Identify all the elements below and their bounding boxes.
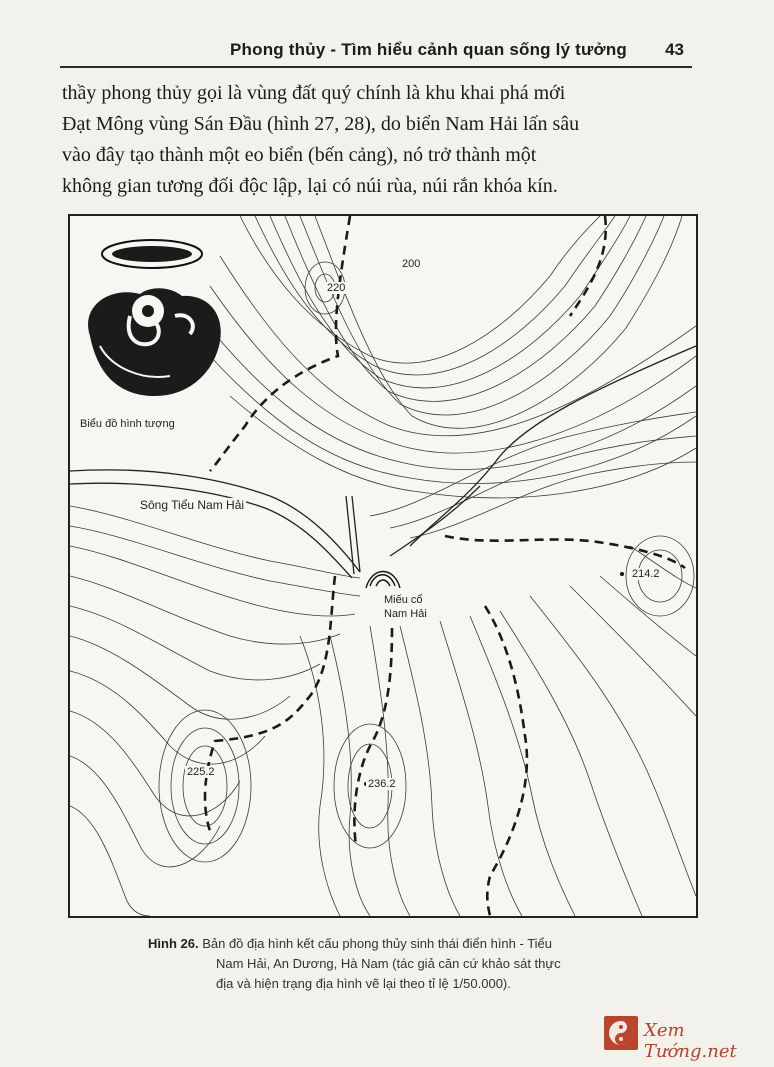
map-drawing [70, 216, 696, 916]
figure-symbol-icon [88, 240, 221, 396]
watermark [604, 1016, 764, 1062]
watermark-text: Xem Tướng.net [644, 1020, 737, 1062]
river-label: Sông Tiểu Nam Hải [140, 498, 245, 512]
caption-line-3: địa và hiện trạng địa hình vẽ lại theo tỉ lệ 1/50.000). [216, 976, 511, 991]
running-header [60, 36, 692, 68]
caption-line-1: Bản đồ địa hình kết cấu phong thủy sinh thái điển hình - Tiểu [202, 936, 553, 951]
body-line: không gian tương đối độc lập, lại có núi rùa, núi rắn khóa kín. [62, 175, 558, 197]
figure-caption [148, 934, 688, 994]
body-line: thầy phong thủy gọi là vùng đất quý chính là khu khai phá mới [62, 82, 566, 104]
figure-symbol-caption: Biểu đồ hình tượng [80, 418, 175, 430]
elevation-225: 225.2 [187, 766, 215, 778]
temple-symbol [366, 572, 400, 589]
body-line: Đạt Mông vùng Sán Đầu (hình 27, 28), do biển Nam Hải lấn sâu [62, 113, 580, 135]
ridge-lines [205, 216, 685, 916]
caption-line-2: Nam Hải, An Dương, Hà Nam (tác giả căn cứ khảo sát thực [216, 956, 561, 971]
temple-label-line2: Nam Hải [384, 608, 427, 620]
elevation-236: 236.2 [368, 778, 396, 790]
page-number: 43 [665, 40, 684, 59]
temple-label-line1: Miếu cổ [384, 594, 423, 606]
elevation-200: 200 [402, 258, 421, 270]
header-title: Phong thủy - Tìm hiểu cảnh quan sống lý tưởng [230, 40, 627, 59]
elevation-220: 220 [327, 282, 346, 294]
body-paragraph [62, 78, 694, 202]
caption-label: Hình 26. [148, 936, 199, 951]
yin-yang-icon [604, 1016, 638, 1050]
topographic-map [68, 214, 698, 918]
elevation-214: 214.2 [632, 568, 660, 580]
body-line: vào đây tạo thành một eo biển (bến cảng), nó trở thành một [62, 144, 537, 166]
